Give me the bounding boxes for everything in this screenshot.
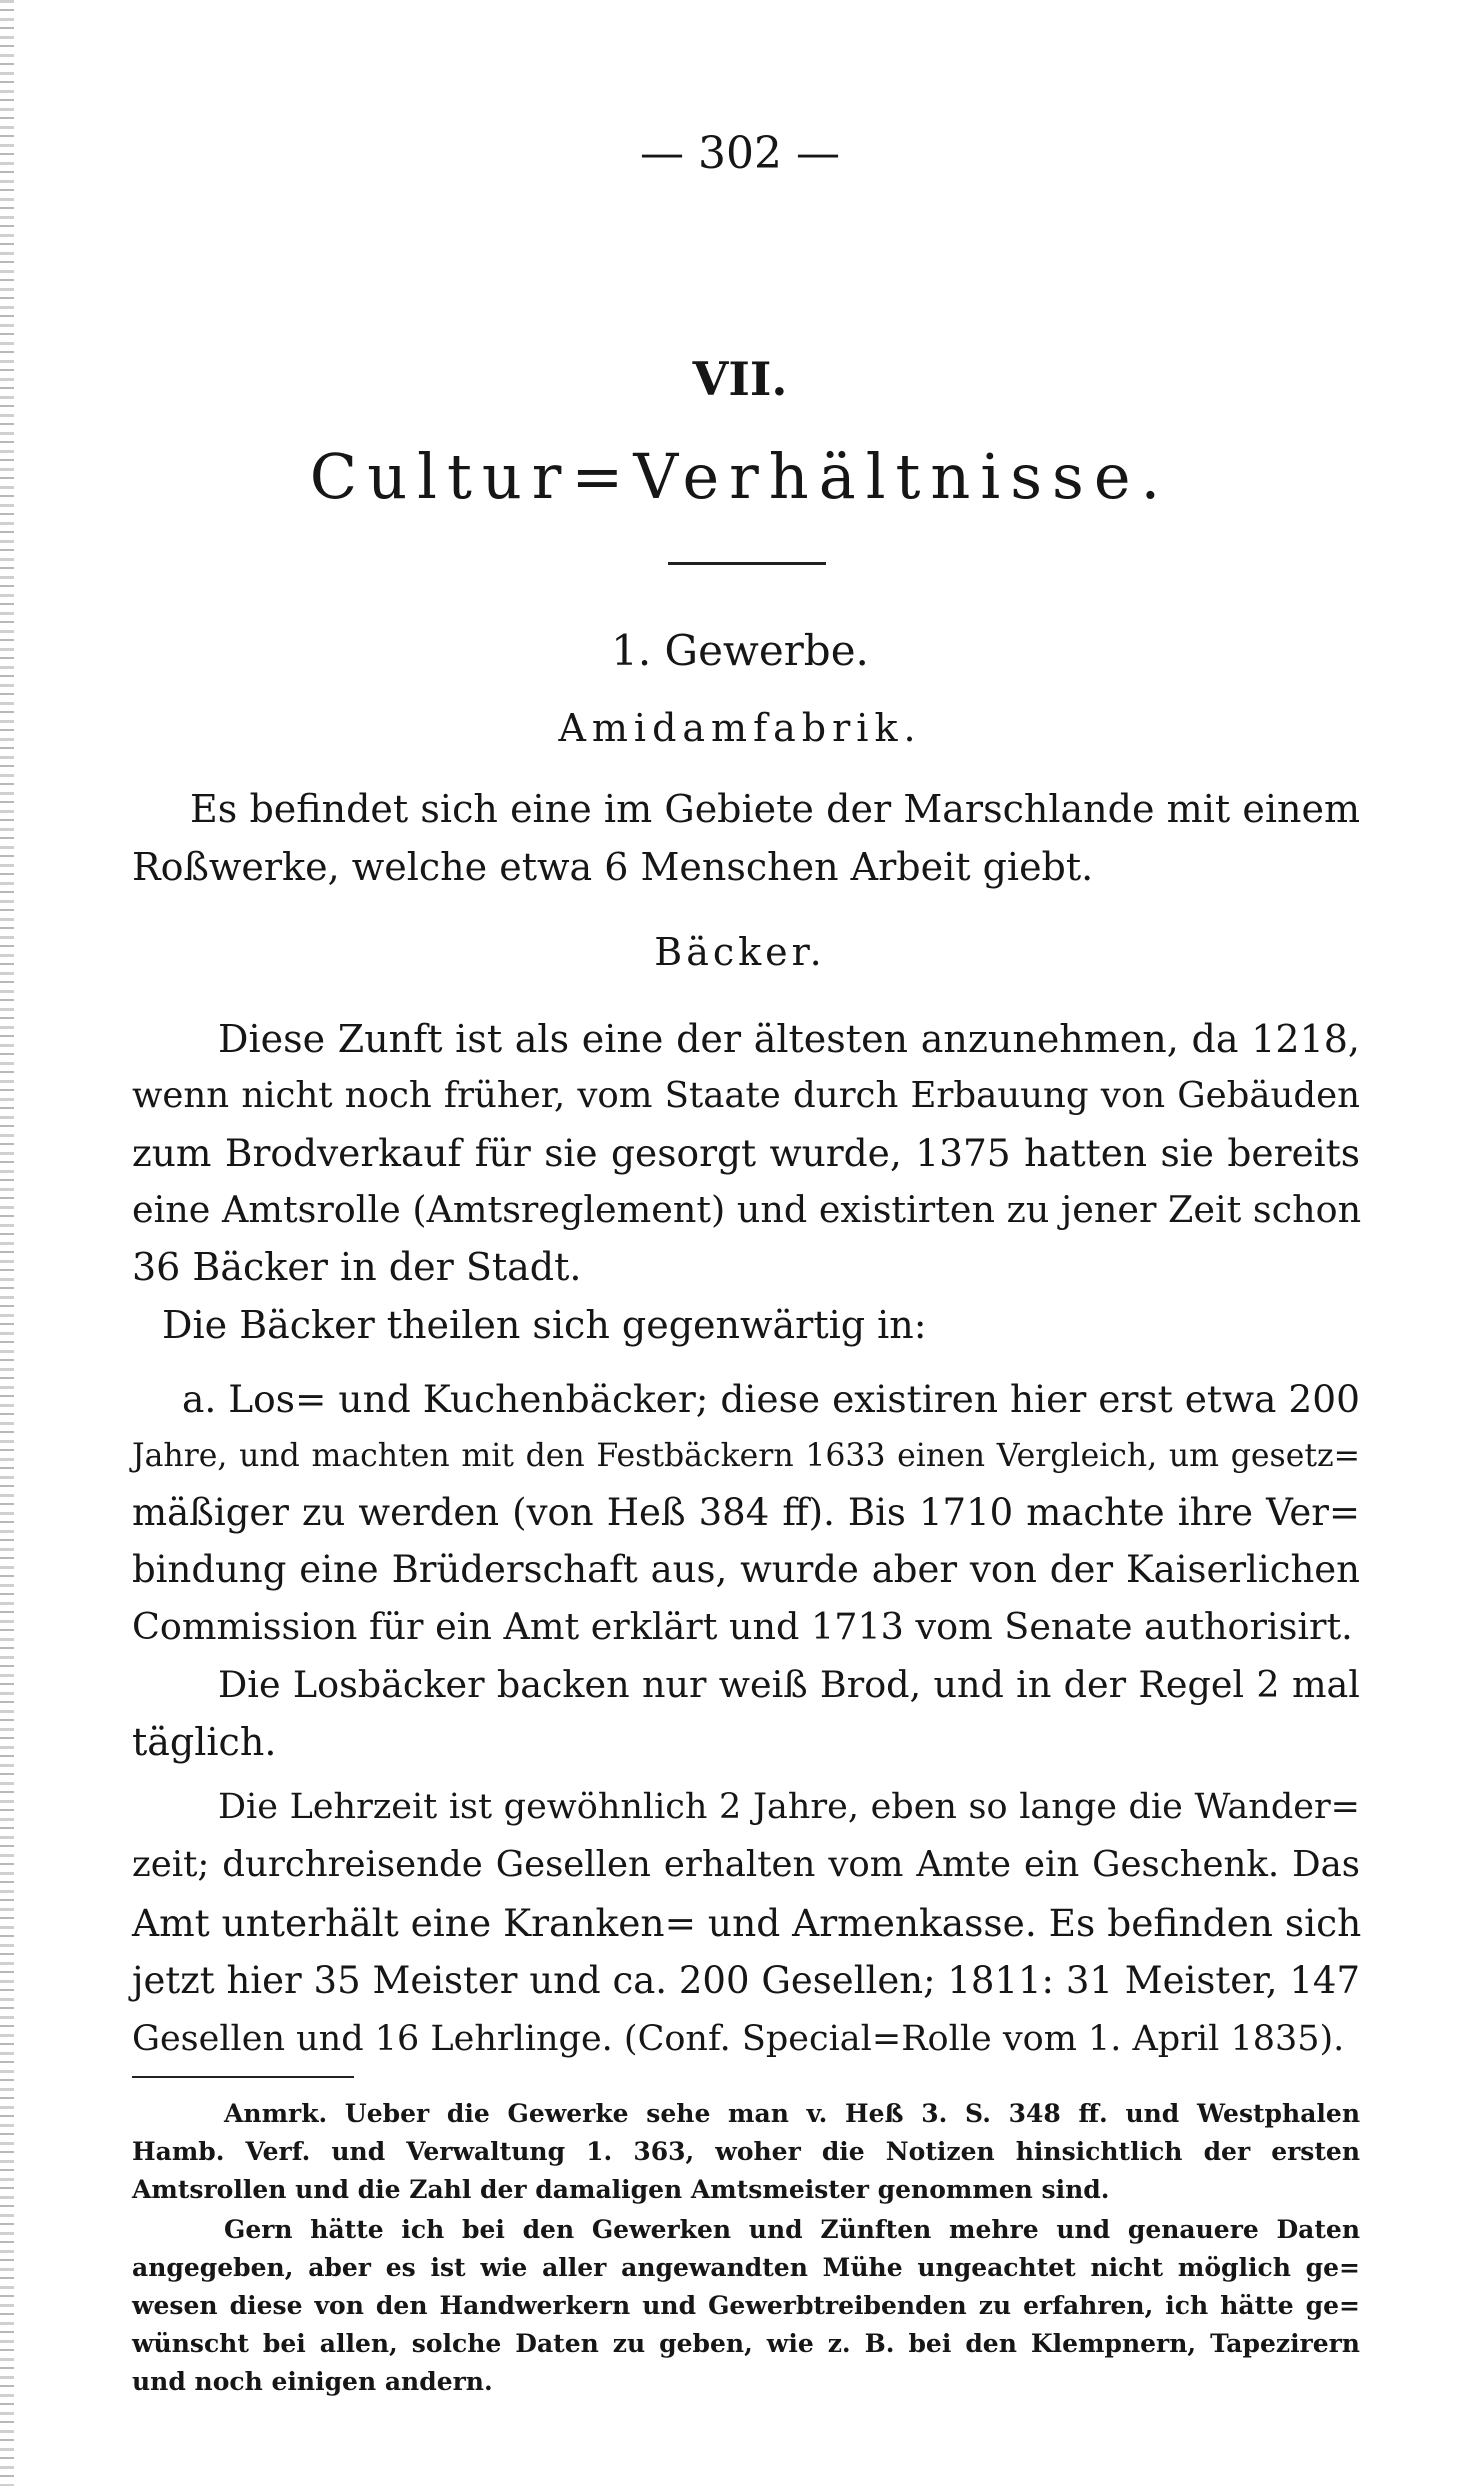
footnote-line: Gern hätte ich bei den Gewerken und Zünften mehre und genauere Daten (224, 2215, 1360, 2244)
text-line: zeit; durchreisende Gesellen erhalten vom Amte ein Geschenk. Das (132, 1844, 1360, 1885)
footnote-line: Anmrk. Ueber die Gewerke sehe man v. Heß 3. S. 348 ff. und Westphalen (224, 2099, 1360, 2128)
subheading-baecker: Bäcker. (654, 930, 826, 974)
text-line: wenn nicht noch früher, vom Staate durch Erbauung von Gebäuden (132, 1075, 1360, 1116)
footnote-line: wesen diese von den Handwerkern und Gewerbtreibenden zu erfahren, ich hätte ge= (132, 2291, 1360, 2320)
text-line: zum Brodverkauf für sie gesorgt wurde, 1375 hatten sie bereits (132, 1131, 1360, 1175)
chapter-title: Cultur=Verhältnisse. (309, 440, 1171, 513)
text-line: a. Los= und Kuchenbäcker; diese existiren hier erst etwa 200 (182, 1377, 1360, 1421)
section-heading: 1. Gewerbe. (611, 626, 869, 675)
text-line: Die Bäcker theilen sich gegenwärtig in: (162, 1303, 927, 1347)
footnote-divider (132, 2076, 354, 2078)
text-line: Jahre, und machten mit den Festbäckern 1633 einen Vergleich, um gesetz= (132, 1438, 1360, 1474)
text-line: eine Amtsrolle (Amtsreglement) und existirten zu jener Zeit schon (132, 1188, 1362, 1231)
footnote-line: und noch einigen andern. (132, 2367, 493, 2396)
text-line: täglich. (132, 1720, 277, 1764)
text-line: Die Lehrzeit ist gewöhnlich 2 Jahre, eben so lange die Wander= (218, 1787, 1360, 1827)
text-line: Roßwerke, welche etwa 6 Menschen Arbeit giebt. (132, 845, 1094, 889)
text-line: 36 Bäcker in der Stadt. (132, 1245, 582, 1289)
footnote-line: wünscht bei allen, solche Daten zu geben, wie z. B. bei den Klempnern, Tapezirern (132, 2329, 1360, 2358)
chapter-numeral: VII. (692, 352, 788, 406)
footnote-line: Hamb. Verf. und Verwaltung 1. 363, woher die Notizen hinsichtlich der ersten (132, 2137, 1360, 2166)
footnote-line: angegeben, aber es ist wie aller angewandten Mühe ungeachtet nicht möglich ge= (132, 2253, 1360, 2282)
subheading-amidamfabrik: Amidamfabrik. (558, 706, 922, 750)
binding-edge (0, 0, 14, 2486)
text-line: Die Losbäcker backen nur weiß Brod, und in der Regel 2 mal (218, 1663, 1360, 1706)
text-line: mäßiger zu werden (von Heß 384 ff). Bis 1710 machte ihre Ver= (132, 1491, 1360, 1534)
text-line: Diese Zunft ist als eine der ältesten anzunehmen, da 1218, (218, 1017, 1360, 1061)
text-line: Commission für ein Amt erklärt und 1713 vom Senate authorisirt. (132, 1605, 1353, 1648)
text-line: Es befindet sich eine im Gebiete der Marschlande mit einem (190, 787, 1360, 831)
text-line: bindung eine Brüderschaft aus, wurde aber von der Kaiserlichen (132, 1548, 1360, 1591)
page-number: — 302 — (640, 128, 840, 179)
footnote-line: Amtsrollen und die Zahl der damaligen Amtsmeister genommen sind. (132, 2175, 1110, 2204)
text-line: jetzt hier 35 Meister und ca. 200 Gesellen; 1811: 31 Meister, 147 (132, 1959, 1360, 2002)
title-divider (668, 562, 826, 565)
text-line: Gesellen und 16 Lehrlinge. (Conf. Special=Rolle vom 1. April 1835). (132, 2019, 1345, 2059)
text-line: Amt unterhält eine Kranken= und Armenkasse. Es befinden sich (132, 1901, 1362, 1945)
